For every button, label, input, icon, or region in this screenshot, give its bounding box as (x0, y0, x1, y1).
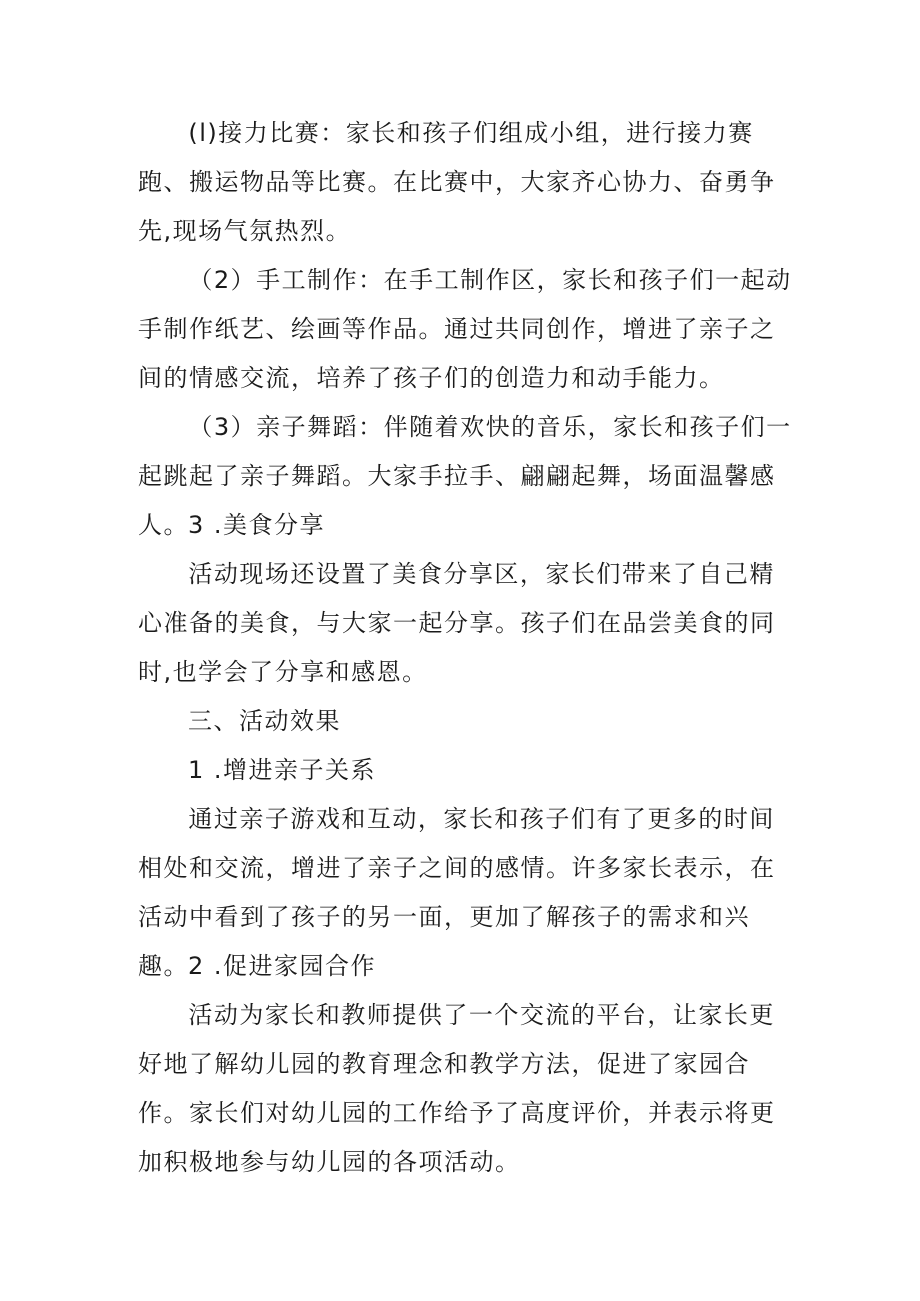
section-heading-activity-effect: 三、活动效果 (188, 707, 341, 735)
heading-food-sharing: 3 .美食分享 (188, 511, 326, 539)
paragraph-food-sharing: 活动现场还设置了美食分享区，家长们带来了自己精心准备的美食，与大家一起分享。孩子们在品尝美食的同时,也学会了分享和感恩。 (138, 560, 776, 686)
paragraph-home-school-cooperation: 活动为家长和教师提供了一个交流的平台，让家长更好地了解幼儿园的教育理念和教学方法，促进了家园合作。家长们对幼儿园的工作给予了高度评价，并表示将更加积极地参与幼儿园的各项活动。 (138, 1001, 776, 1176)
heading-parent-child-relationship: 1 .增进亲子关系 (188, 756, 377, 784)
paragraph-parent-child-relationship: 通过亲子游戏和互动，家长和孩子们有了更多的时间相处和交流，增进了亲子之间的感情。许多家长表示，在活动中看到了孩子的另一面，更加了解孩子的需求和兴趣。 (138, 805, 776, 980)
paragraph-parent-child-dance: （3）亲子舞蹈：伴随着欢快的音乐，家长和孩子们一起跳起了亲子舞蹈。大家手拉手、翩翩起舞，场面温馨感人。 (138, 413, 792, 539)
heading-home-school-cooperation: 2 .促进家园合作 (188, 952, 377, 980)
paragraph-relay-race: (l)接力比赛：家长和孩子们组成小组，进行接力赛跑、搬运物品等比赛。在比赛中，大家齐心协力、奋勇争先,现场气氛热烈。 (138, 119, 776, 245)
paragraph-handcraft: （2）手工制作：在手工制作区，家长和孩子们一起动手制作纸艺、绘画等作品。通过共同创作，增进了亲子之间的情感交流，培养了孩子们的创造力和动手能力。 (138, 266, 792, 392)
